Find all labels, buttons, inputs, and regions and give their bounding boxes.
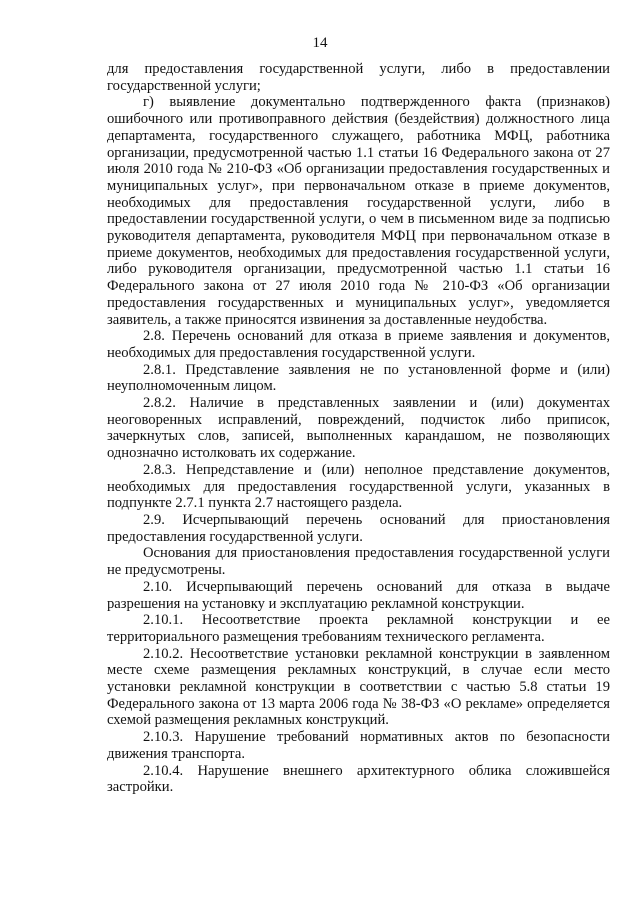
document-body <box>107 61 610 796</box>
paragraph-2-8-1: 2.8.1. Представление заявления не по установленной форме и (или) неуполномоченным лицом. <box>107 361 610 395</box>
paragraph-2-10-3: 2.10.3. Нарушение требований нормативных актов по безопасности движения транспорта. <box>107 729 610 762</box>
paragraph-2-10-2: 2.10.2. Несоответствие установки рекламной конструкции в заявленном месте схеме размещения рекламных конструкций, в случае если место установки рекламной конструкции в соответствии с частью 5.8 статьи 19 Федерального закона от 13 марта 2006 года № 38-ФЗ «О рекламе» определяется схемой размещения рекламных конструкций. <box>107 645 610 729</box>
paragraph-2-8-3: 2.8.3. Непредставление и (или) неполное представление документов, необходимых для предоставления государственной услуги, указанных в подпункте 2.7.1 пункта 2.7 настоящего раздела. <box>107 461 610 512</box>
paragraph-continuation: для предоставления государственной услуги, либо в предоставлении государственной услуги; <box>107 61 610 94</box>
paragraph-2-9-note: Основания для приостановления предоставления государственной услуги не предусмотрены. <box>107 545 610 579</box>
paragraph-2-10-4: 2.10.4. Нарушение внешнего архитектурного облика сложившейся застройки. <box>107 762 610 796</box>
paragraph-2-8: 2.8. Перечень оснований для отказа в приеме заявления и документов, необходимых для предоставления государственной услуги. <box>107 328 610 361</box>
paragraph-2-9: 2.9. Исчерпывающий перечень оснований для приостановления предоставления государственной услуги. <box>107 511 610 545</box>
page-number: 14 <box>312 35 328 51</box>
paragraph-2-8-2: 2.8.2. Наличие в представленных заявлении и (или) документах неоговоренных исправлений, повреждений, подчисток либо приписок, зачеркнутых слов, записей, выполненных карандашом, не позволяющих однозначно истолковать их содержание. <box>107 395 610 462</box>
paragraph-item-g: г) выявление документально подтвержденного факта (признаков) ошибочного или противоправного действия (бездействия) должностного лица департамента, государственного служащего, работника МФЦ, работника организации, предусмотренной частью 1.1 статьи 16 Федерального закона от 27 июля 2010 года № 210-ФЗ «Об организации предоставления государственных и муниципальных услуг», при первоначальном отказе в приеме документов, необходимых для предоставления государственной услуги, либо в предоставлении государственной услуги, о чем в письменном виде за подписью руководителя департамента, руководителя МФЦ при первоначальном отказе в приеме документов, необходимых для предоставления государственной услуги, либо руководителя организации, предусмотренной частью 1.1 статьи 16 Федерального закона от 27 июля 2010 года № 210-ФЗ «Об организации предоставления государственных и муниципальных услуг», уведомляется заявитель, а также приносятся извинения за доставленные неудобства. <box>107 94 610 328</box>
paragraph-2-10: 2.10. Исчерпывающий перечень оснований для отказа в выдаче разрешения на установку и эксплуатацию рекламной конструкции. <box>107 578 610 612</box>
paragraph-2-10-1: 2.10.1. Несоответствие проекта рекламной конструкции и ее территориального размещения требованиям технического регламента. <box>107 612 610 645</box>
